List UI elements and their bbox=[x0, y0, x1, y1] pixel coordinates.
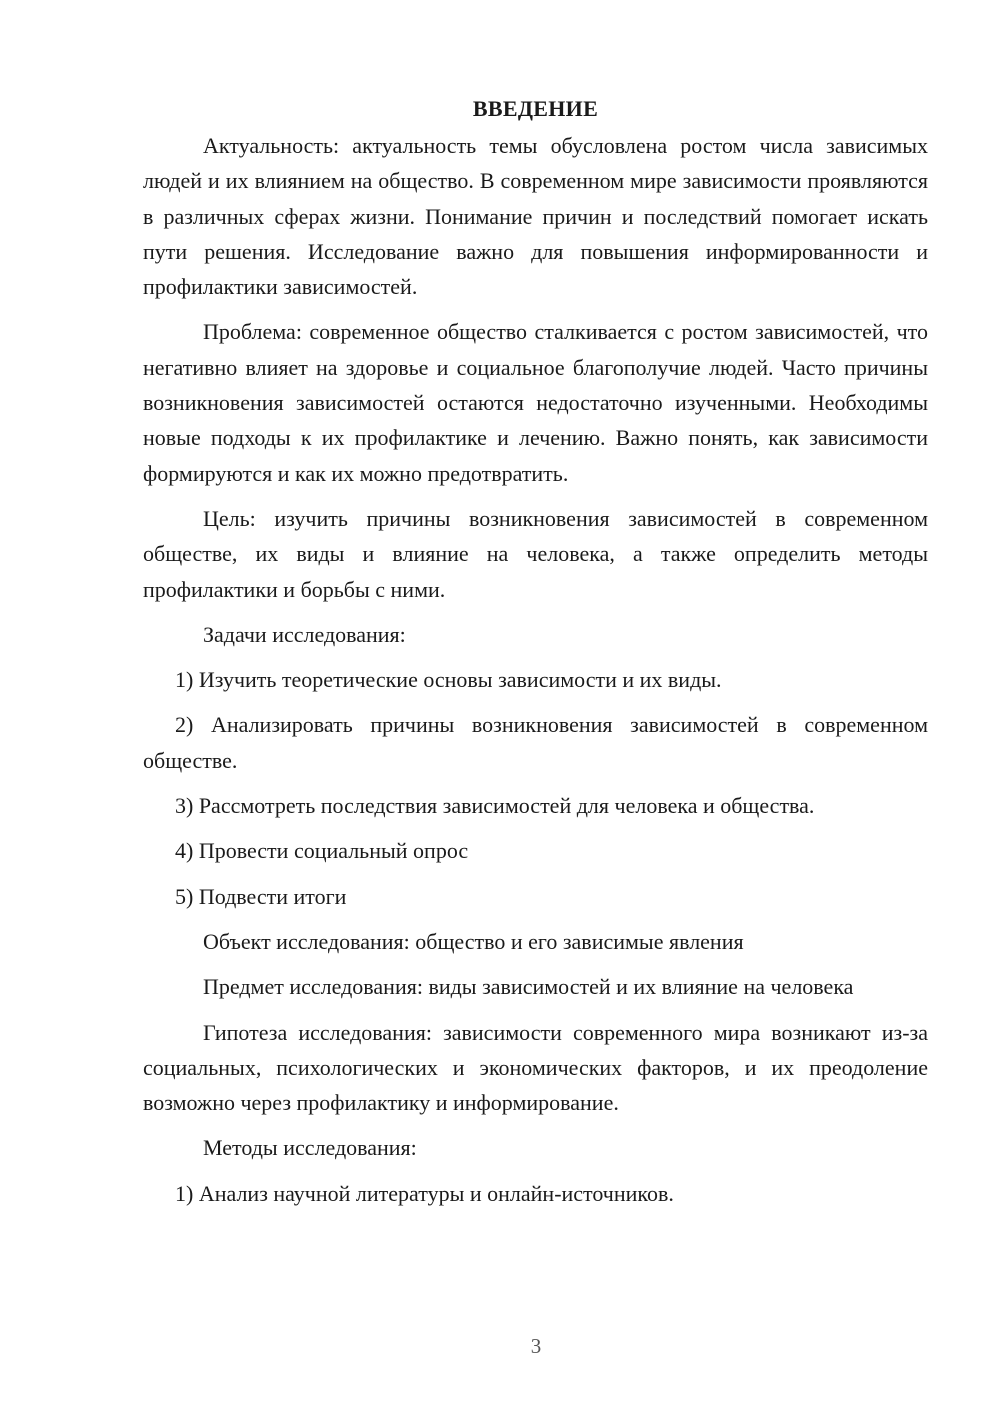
goal-paragraph: Цель: изучить причины возникновения зависимостей в современном обществе, их виды и влияние на человека, а также определить методы профилактики и борьбы с ними. bbox=[143, 505, 928, 602]
task-item-1: 1) Изучить теоретические основы зависимости и их виды. bbox=[175, 667, 722, 693]
page-title: ВВЕДЕНИЕ bbox=[472, 96, 599, 121]
page-number: 3 bbox=[530, 1334, 542, 1358]
object-paragraph: Объект исследования: общество и его зависимые явления bbox=[203, 928, 744, 954]
relevance-paragraph: Актуальность: актуальность темы обусловлена ростом числа зависимых людей и их влиянием на общество. В современном мире зависимости проявляются в различных сферах жизни. Понимание причин и последствий помогает искать пути решения. Исследование важно для повышения информированности и профилактики зависимостей. bbox=[143, 133, 928, 300]
task-item-3: 3) Рассмотреть последствия зависимостей для человека и общества. bbox=[175, 793, 815, 819]
subject-paragraph: Предмет исследования: виды зависимостей и их влияние на человека bbox=[203, 974, 854, 1000]
methods-title: Методы исследования: bbox=[203, 1135, 417, 1161]
task-item-2: 2) Анализировать причины возникновения зависимостей в современном обществе. bbox=[143, 712, 928, 773]
problem-paragraph: Проблема: современное общество сталкивается с ростом зависимостей, что негативно влияет на здоровье и социальное благополучие людей. Часто причины возникновения зависимостей остаются недостаточно изученными. Необходимы новые подходы к их профилактике и лечению. Важно понять, как зависимости формируются и как их можно предотвратить. bbox=[143, 319, 928, 486]
hypothesis-paragraph: Гипотеза исследования: зависимости современного мира возникают из-за социальных, психологических и экономических факторов, и их преодоление возможно через профилактику и информирование. bbox=[143, 1019, 928, 1116]
document-page bbox=[143, 92, 928, 1221]
tasks-title: Задачи исследования: bbox=[203, 621, 406, 647]
method-item-1: 1) Анализ научной литературы и онлайн-источников. bbox=[175, 1180, 674, 1206]
task-item-5: 5) Подвести итоги bbox=[175, 883, 347, 909]
task-item-4: 4) Провести социальный опрос bbox=[175, 838, 469, 864]
